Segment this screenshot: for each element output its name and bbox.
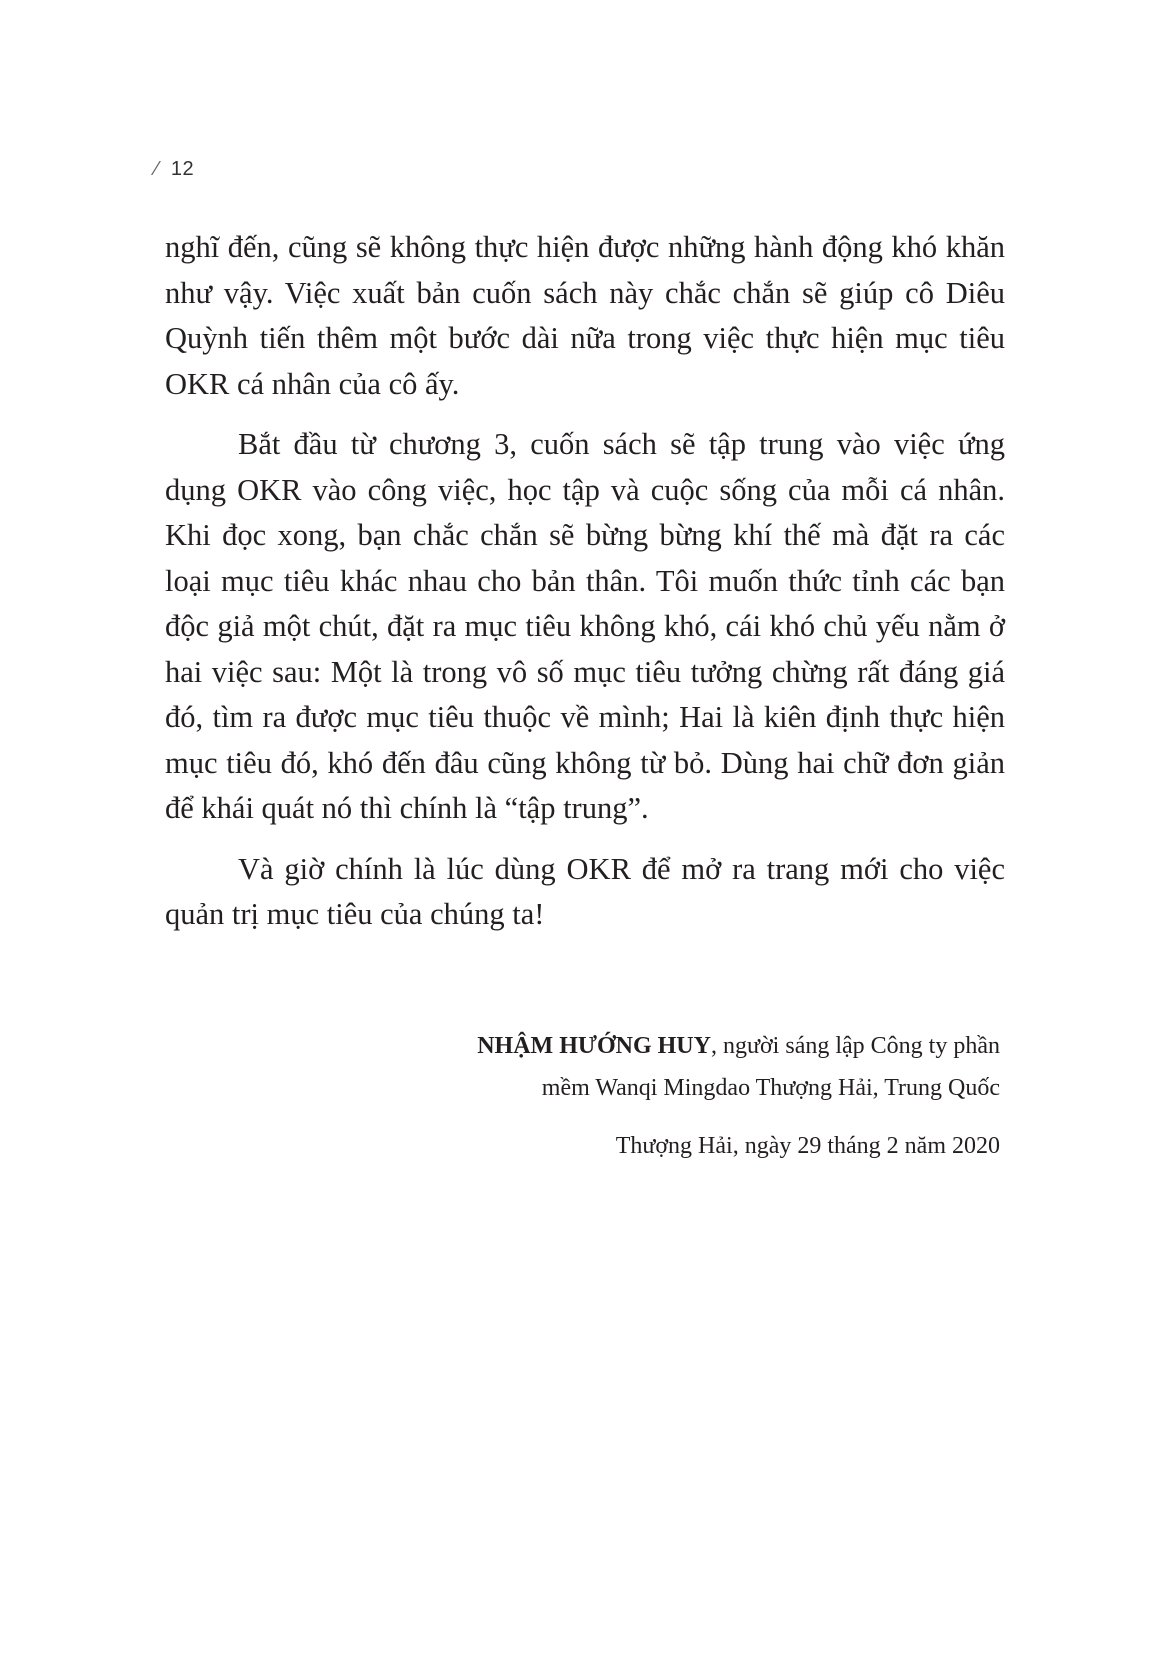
paragraph-continuation: nghĩ đến, cũng sẽ không thực hiện được những hành động khó khăn như vậy. Việc xuất bản cuốn sách này chắc chắn sẽ giúp cô Diêu Quỳnh tiến thêm một bước dài nữa trong việc thực hiện mục tiêu OKR cá nhân của cô ấy. — [165, 230, 1005, 401]
author-role-line-1: , người sáng lập Công ty phần — [710, 1033, 1000, 1059]
page-number — [155, 158, 194, 181]
page-number-value: 12 — [170, 158, 195, 180]
signature-block — [240, 1025, 1000, 1167]
signature-date: Thượng Hải, ngày 29 tháng 2 năm 2020 — [615, 1133, 1000, 1159]
body-text — [165, 225, 1005, 953]
paragraph-chapter-3: Bắt đầu từ chương 3, cuốn sách sẽ tập trung vào việc ứng dụng OKR vào công việc, học tập và cuộc sống của mỗi cá nhân. Khi đọc xong, bạn chắc chắn sẽ bừng bừng khí thế mà đặt ra các loại mục tiêu khác nhau cho bản thân. Tôi muốn thức tỉnh các bạn độc giả một chút, đặt ra mục tiêu không khó, cái khó chủ yếu nằm ở hai việc sau: Một là trong vô số mục tiêu tưởng chừng rất đáng giá đó, tìm ra được mục tiêu thuộc về mình; Hai là kiên định thực hiện mục tiêu đó, khó đến đâu cũng không từ bỏ. Dùng hai chữ đơn giản để khái quát nó thì chính là “tập trung”. — [165, 427, 1005, 825]
paragraph-closing: Và giờ chính là lúc dùng OKR để mở ra trang mới cho việc quản trị mục tiêu của chúng ta! — [165, 851, 1005, 931]
author-role-line-2: mềm Wanqi Mingdao Thượng Hải, Trung Quốc — [541, 1075, 1000, 1101]
page-number-slash: ⁄ — [155, 158, 159, 180]
author-name: NHẬM HƯỚNG HUY — [477, 1033, 711, 1059]
signature-line-1 — [240, 1025, 1000, 1067]
